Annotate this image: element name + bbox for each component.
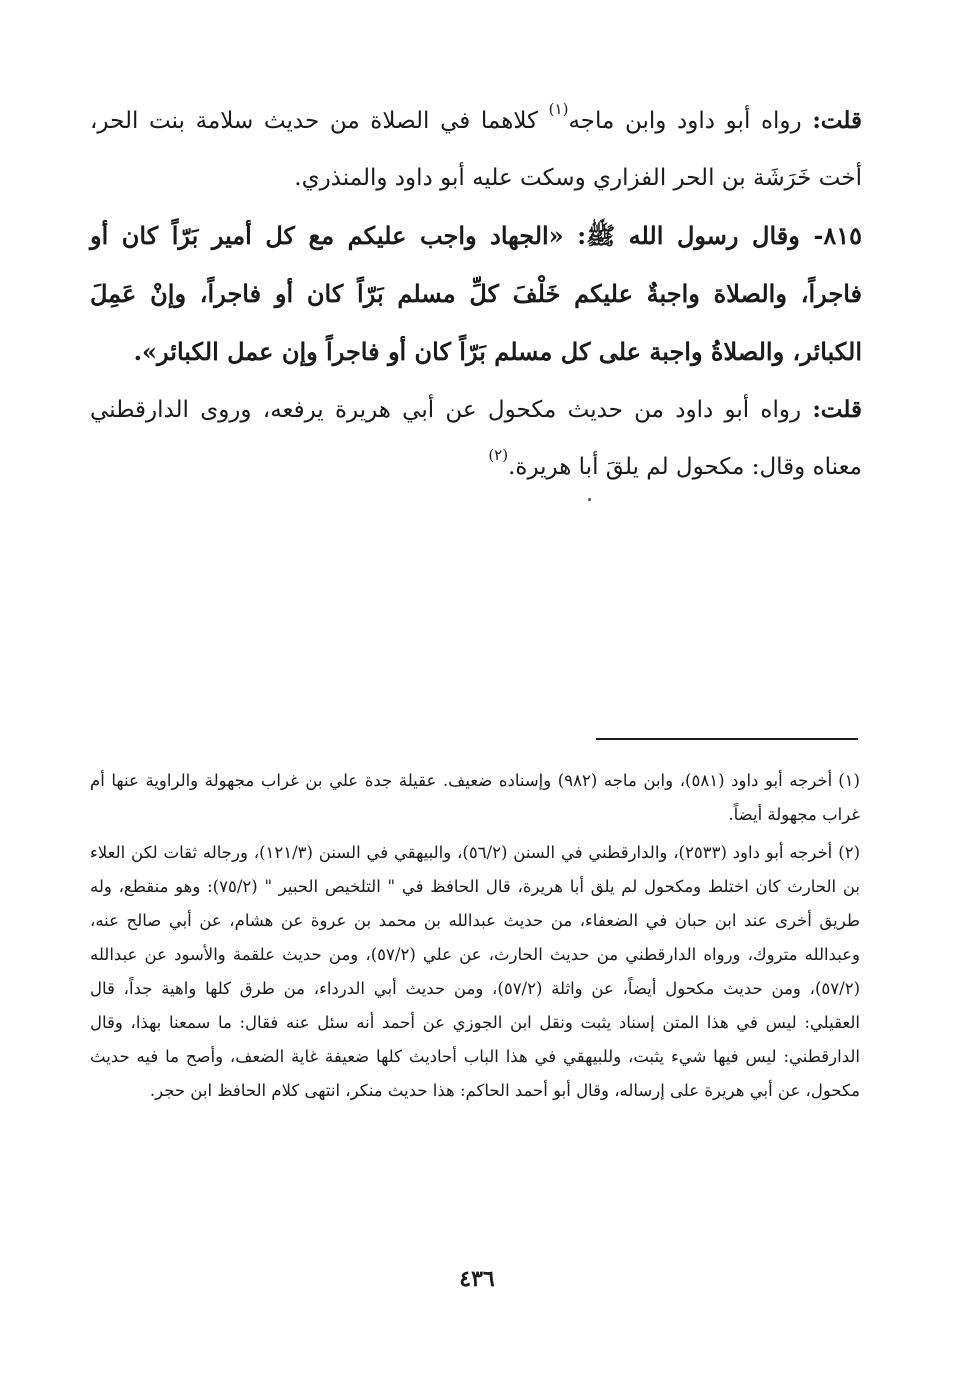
footnote-number: (٢) <box>838 843 861 862</box>
footnote-ref-2: (٢) <box>488 446 509 464</box>
footnote-ref-1: (١) <box>548 100 569 118</box>
print-speck <box>588 498 591 501</box>
footnotes <box>90 764 860 1112</box>
commentary-label: قلت: <box>812 107 862 134</box>
paragraph-text: رواه أبو داود وابن ماجه <box>568 108 813 134</box>
footnote-1 <box>90 764 860 832</box>
hadith-815: ٨١٥- وقال رسول الله ﷺ: «الجهاد واجب عليكم مع كل أمير بَرّاً كان أو فاجراً، والصلاة واجبةٌ عليكم خَلْفَ كلِّ مسلم بَرّاً كان أو فاجراً، وإنْ عَمِلَ الكبائر، والصلاةُ واجبة على كل مسلم بَرّاً كان أو فاجراً وإن عمل الكبائر». <box>90 221 862 366</box>
footnote-2 <box>90 836 860 1108</box>
paragraph-commentary-1 <box>90 92 862 207</box>
footnote-divider <box>596 738 858 740</box>
paragraph-text: كلاهما في الصلاة من حديث سلامة بنت الحر، أخت خَرَشَة بن الحر الفزاري وسكت عليه أبو داود والمنذري. <box>90 108 862 191</box>
page-number: ٤٣٦ <box>459 1266 495 1292</box>
footnote-text: أخرجه أبو داود (٢٥٣٣)، والدارقطني في السنن (٥٦/٢)، والبيهقي في السنن (١٢١/٣)، ورجاله ثقات لكن العلاء بن الحارث كان اختلط ومكحول لم يلق أبا هريرة، قال الحافظ في " التلخيص الحبير " (٧٥/٢): وهو منقطع، وله طريق أخرى عند ابن حبان في الضعفاء، من حديث عبدالله بن محمد بن عروة عن هشام، عن أبي صالح عنه، وعبدالله متروك، ورواه الدارقطني من حديث الحارث، عن علي (٥٧/٢)، ومن حديث علقمة والأسود عن عبدالله (٥٧/٢)، ومن حديث مكحول أيضاً، عن واثلة (٥٧/٢)، ومن حديث أبي الدرداء، من طرق كلها واهية جداً، قال العقيلي: ليس في هذا المتن إسناد يثبت ونقل ابن الجوزي عن أحمد أنه سئل عنه فقال: ما سمعنا بهذا، وقال الدارقطني: ليس فيها شيء يثبت، وللبيهقي في هذا الباب أحاديث كلها ضعيفة غاية الضعف، وأصح ما فيه حديث مكحول، عن أبي هريرة على إرساله، وقال أبو أحمد الحاكم: هذا حديث منكر، انتهى كلام الحافظ ابن حجر. <box>90 843 861 1100</box>
paragraph-commentary-2 <box>90 381 862 496</box>
commentary-label: قلت: <box>812 396 862 423</box>
footnote-text: أخرجه أبو داود (٥٨١)، وابن ماجه (٩٨٢) وإسناده ضعيف. عقيلة جدة علي بن غراب مجهولة والراوية عنها أم غراب مجهولة أيضاً. <box>90 771 860 824</box>
paragraph-text: رواه أبو داود من حديث مكحول عن أبي هريرة يرفعه، وروى الدارقطني معناه وقال: مكحول لم يلقَ أبا هريرة. <box>90 397 862 480</box>
footnote-number: (١) <box>838 771 860 790</box>
main-text <box>90 92 862 496</box>
